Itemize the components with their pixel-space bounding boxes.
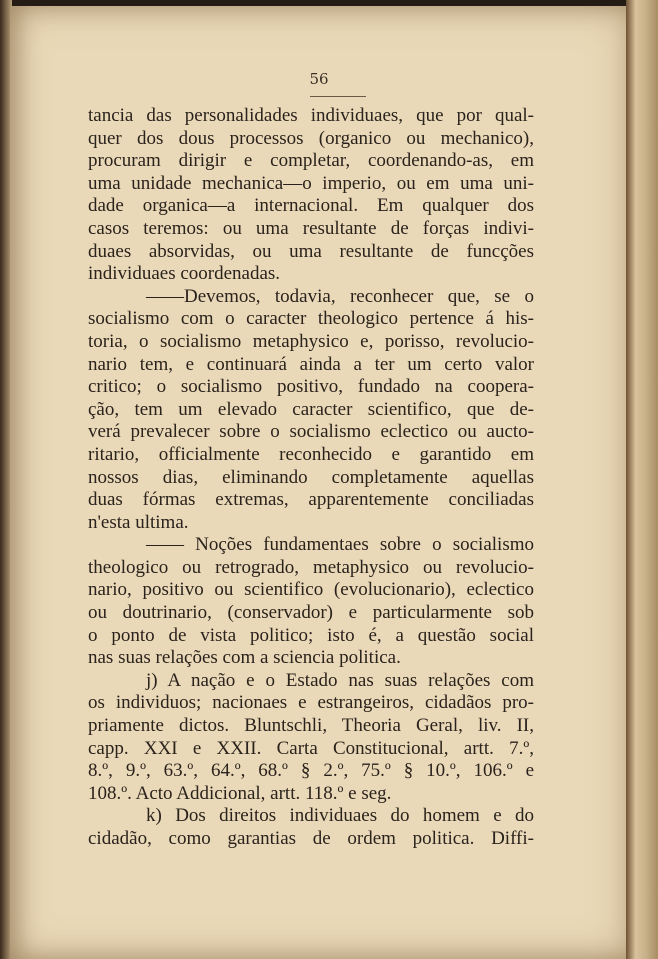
text-line: socialismo com o caracter theologico pertence á his- bbox=[88, 308, 534, 330]
text-line: capp. XXI e XXII. Carta Constitucional, artt. 7.º, bbox=[88, 737, 534, 759]
body-text bbox=[88, 105, 534, 851]
text-line: ritario, officialmente reconhecido e garantido em bbox=[88, 443, 534, 465]
text-line: procuram dirigir e completar, coordenando-as, em bbox=[88, 150, 534, 172]
paragraph-1 bbox=[88, 105, 534, 286]
text-line: j) A nação e o Estado nas suas relações com bbox=[146, 669, 534, 691]
text-line: k) Dos direitos individuaes do homem e do bbox=[146, 805, 534, 827]
text-line: theologico ou retrogrado, metaphysico ou revolucio- bbox=[88, 556, 534, 578]
text-line: uma unidade mechanica—o imperio, ou em uma uni- bbox=[88, 172, 534, 194]
text-line: ——Devemos, todavia, reconhecer que, se o bbox=[146, 285, 534, 307]
text-line: nario tem, e continuará ainda a ter um certo valor bbox=[88, 353, 534, 375]
text-line: tancia das personalidades individuaes, que por qual- bbox=[88, 105, 534, 126]
paragraph-3 bbox=[88, 534, 534, 670]
text-line: duas fórmas extremas, apparentemente conciliadas bbox=[88, 489, 534, 511]
text-line: ou doutrinario, (conservador) e particularmente sob bbox=[88, 602, 534, 624]
text-line: casos teremos: ou uma resultante de forças indivi- bbox=[88, 217, 534, 239]
paragraph-2 bbox=[88, 286, 534, 535]
text-line: toria, o socialismo metaphysico e, porisso, revolucio- bbox=[88, 330, 534, 352]
text-line: nas suas relações com a sciencia politica. bbox=[88, 647, 401, 669]
text-line: duaes absorvidas, ou uma resultante de funcções bbox=[88, 240, 534, 262]
text-line: o ponto de vista politico; isto é, a questão social bbox=[88, 624, 534, 646]
text-line: nossos dias, eliminando completamente aquellas bbox=[88, 466, 534, 488]
text-line: n'esta ultima. bbox=[88, 511, 189, 533]
right-page-edge bbox=[626, 0, 658, 959]
text-line: nario, positivo ou scientifico (evolucionario), eclectico bbox=[88, 579, 534, 601]
text-line: —— Noções fundamentaes sobre o socialismo bbox=[146, 534, 534, 556]
text-line: ção, tem um elevado caracter scientifico, que de- bbox=[88, 398, 534, 420]
page-sheet bbox=[10, 6, 628, 959]
text-line: cidadão, como garantias de ordem politica. Diffi- bbox=[88, 828, 534, 849]
text-line: dade organica—a internacional. Em qualquer dos bbox=[88, 195, 534, 217]
paragraph-5 bbox=[88, 805, 534, 850]
text-line: 8.º, 9.º, 63.º, 64.º, 68.º § 2.º, 75.º § 10.º, 106.º e bbox=[88, 760, 534, 782]
text-line: quer dos dous processos (organico ou mechanico), bbox=[88, 127, 534, 149]
paragraph-4 bbox=[88, 670, 534, 806]
page-number: 56 bbox=[309, 70, 329, 88]
text-line: individuaes coordenadas. bbox=[88, 263, 281, 285]
text-line: critico; o socialismo positivo, fundado na coopera- bbox=[88, 376, 534, 398]
text-line: os individuos; nacionaes e estrangeiros, cidadãos pro- bbox=[88, 692, 534, 714]
text-line: 108.º. Acto Addicional, artt. 118.º e seg. bbox=[88, 782, 392, 804]
text-line: priamente dictos. Bluntschli, Theoria Geral, liv. II, bbox=[88, 715, 534, 737]
text-line: verá prevalecer sobre o socialismo eclectico ou aucto- bbox=[88, 421, 534, 443]
header-rule bbox=[310, 96, 366, 97]
